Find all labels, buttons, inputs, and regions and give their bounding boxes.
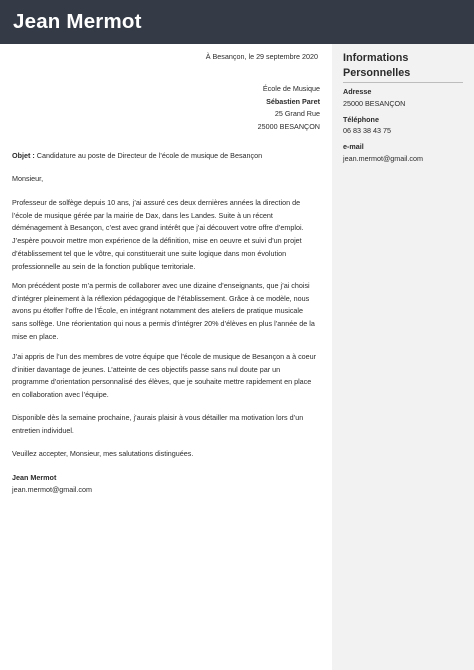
- phone-value: 06 83 38 43 75: [343, 126, 391, 135]
- recipient-city: 25000 BESANÇON: [257, 121, 320, 131]
- subject-label: Objet :: [12, 151, 35, 160]
- signature-email[interactable]: jean.mermot@gmail.com: [12, 485, 92, 494]
- subject-line: [12, 150, 318, 163]
- paragraph-4: [12, 412, 318, 437]
- sidebar-personal-info: [332, 44, 474, 670]
- applicant-name-heading: Jean Mermot: [13, 10, 142, 33]
- subject-text: Candidature au poste de Directeur de l’école de musique de Besançon: [36, 151, 263, 160]
- address-value: 25000 BESANÇON: [343, 99, 406, 108]
- sidebar-divider: [343, 82, 463, 83]
- paragraph-1-text: Professeur de solfège depuis 10 ans, j’ai assuré ces deux dernières années la direction de l’école de musique gérée par la mairie de Dax, dans les Landes. Suite à un récent déménagement à Besançon, c’est avec grand intérêt que j’ai découvert votre offre d’emploi. J’espère pouvoir mettre mon expérience de la définition, mise en oeuvre et suivi d’un projet d’établissement tel que le vôtre, qui constituerait une suite logique dans mon évolution professionnelle au sein de la fonction publique territoriale.: [12, 198, 304, 271]
- paragraph-1: [12, 197, 318, 273]
- salutation: Monsieur,: [12, 174, 44, 183]
- recipient-organization: École de Musique: [262, 84, 320, 93]
- recipient-name: Sébastien Paret: [266, 96, 320, 106]
- sidebar-title: Informations Personnelles: [343, 52, 411, 79]
- recipient-block: [150, 83, 320, 133]
- closing-line: Veuillez accepter, Monsieur, mes salutations distinguées.: [12, 449, 194, 458]
- paragraph-2: [12, 280, 318, 344]
- paragraph-4-text: Disponible dès la semaine prochaine, j’aurais plaisir à vous détailler ma motivation lors d’un entretien individuel.: [12, 413, 304, 435]
- letter-date: À Besançon, le 29 septembre 2020: [205, 52, 318, 61]
- paragraph-3-text: J’ai appris de l’un des membres de votre équipe que l’école de musique de Besançon a à coeur d’initier davantage de jeunes. L’atteinte de ces objectifs passe sans nul doute par un programme d’orientation personnalisé des élèves, que je souhaite mettre rapidement en place en collaboration avec l’équipe.: [12, 352, 317, 400]
- paragraph-2-text: Mon précédent poste m’a permis de collaborer avec une dizaine d’enseignants, que j’ai choisi d’intégrer pleinement à la réflexion pédagogique de l’établissement. Grâce à ce modèle, nous avons pu étoffer l’offre de l’École, en intégrant notamment des ateliers de pratique musicale sans solfège. Une réorientation qui nous a permis d’intégrer 20% d’élèves en plus l’année de la mise en place.: [12, 281, 315, 341]
- paragraph-3: [12, 351, 318, 402]
- email-value[interactable]: jean.mermot@gmail.com: [343, 154, 423, 163]
- recipient-street: 25 Grand Rue: [274, 109, 320, 119]
- header-bar: [0, 0, 474, 44]
- email-label: e-mail: [343, 142, 364, 151]
- signature-name: Jean Mermot: [12, 473, 57, 482]
- address-label: Adresse: [343, 87, 372, 96]
- phone-label: Téléphone: [343, 115, 379, 124]
